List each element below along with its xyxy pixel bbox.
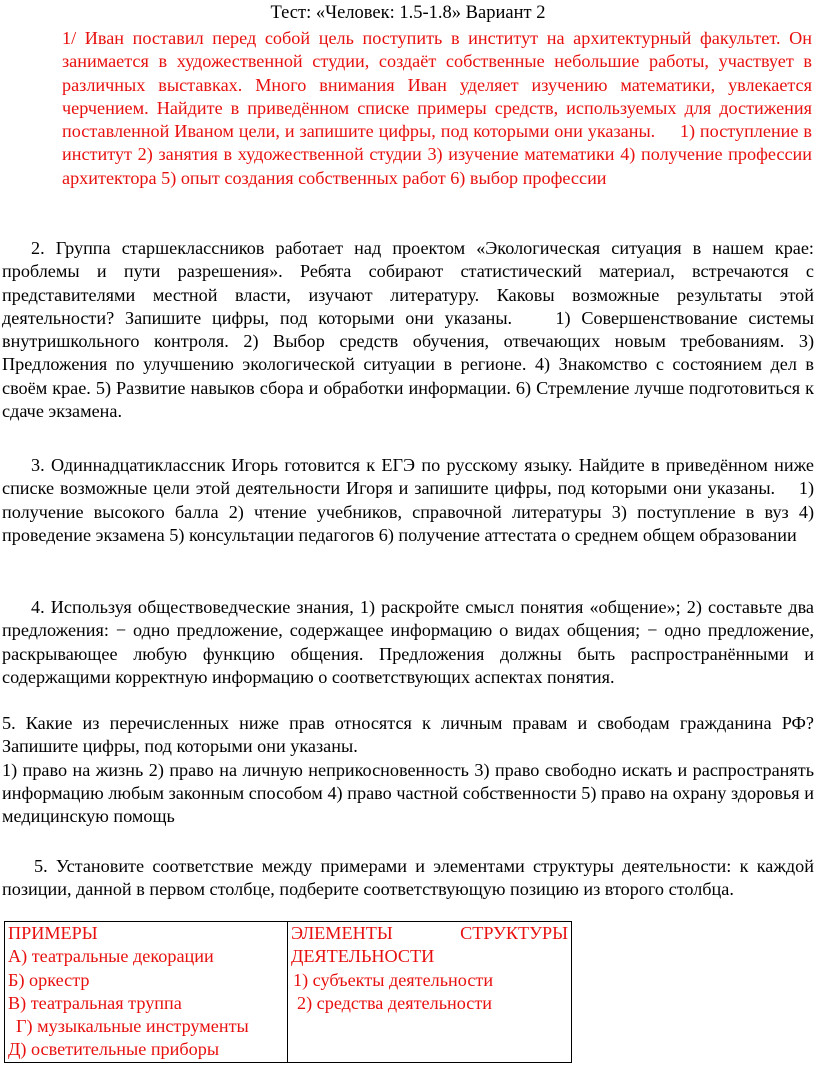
question-3-option: 3) поступление в вуз bbox=[611, 501, 789, 522]
question-2 bbox=[2, 237, 814, 423]
question-1-text: 1/ Иван поставил перед собой цель поступить в институт на архитектурный факультет. Он занимается в художественной студии, создаёт собственные небольшие работы, участвует в различных выставках. Много внимания Иван уделяет изучению математики, увлекается черчением. Найдите в приведённом списке примеры средств, используемых для достижения поставленной Иваном цели, и запишите цифры, под которыми они указаны. bbox=[62, 28, 812, 142]
elements-column bbox=[287, 922, 571, 1063]
example-item: Д) осветительные приборы bbox=[8, 1039, 220, 1060]
question-1-option: 6) выбор профессии bbox=[450, 167, 607, 188]
element-item: 2) средства деятельности bbox=[296, 992, 493, 1013]
elements-header-line-1: ЭЛЕМЕНТЫ СТРУКТУРЫ bbox=[290, 923, 568, 943]
question-5-option: 1) право на жизнь bbox=[2, 759, 144, 780]
matching-table bbox=[4, 921, 572, 1063]
question-3-text: 3. Одиннадцатиклассник Игорь готовится к ЕГЭ по русскому языку. Найдите в приведённом ниже списке возможные цели этой деятельности Игоря и запишите цифры, под которыми они указаны. bbox=[2, 455, 814, 499]
question-2-option: 2) Выбор средств обучения, отвечающих новым требованиям. bbox=[243, 331, 785, 352]
question-1-option: 1) поступление в институт bbox=[62, 121, 813, 165]
question-3-option: 2) чтение учебников, справочной литературы bbox=[228, 501, 602, 522]
question-1-option: 2) занятия в художественной студии bbox=[137, 144, 422, 165]
question-3-option: 5) консультации педагогов bbox=[169, 524, 375, 545]
question-5-option: 4) право частной собственности bbox=[327, 782, 577, 803]
question-3-option: 4) проведение экзамена bbox=[2, 501, 815, 545]
question-6-text: 5. Установите соответствие между примерами и элементами структуры деятельности: к каждой позиции, данной в первом столбце, подберите соответствующую позицию из второго столбца. bbox=[2, 856, 814, 900]
question-6 bbox=[2, 855, 814, 902]
examples-column bbox=[5, 922, 288, 1063]
element-item: 1) субъекты деятельности bbox=[292, 969, 494, 990]
page-title: Тест: «Человек: 1.5-1.8» Вариант 2 bbox=[270, 3, 546, 23]
question-2-option: 4) Знакомство с состоянием дел в своём крае. bbox=[2, 354, 815, 398]
question-1-option: 4) получение профессии архитектора bbox=[62, 144, 813, 188]
question-3-option: 1) получение высокого балла bbox=[2, 478, 815, 522]
question-4 bbox=[2, 596, 814, 689]
examples-header: ПРИМЕРЫ bbox=[8, 923, 98, 943]
question-3-option: 6) получение аттестата о среднем общем образовании bbox=[378, 524, 797, 545]
example-item: А) театральные декорации bbox=[8, 946, 214, 967]
example-item: Г) музыкальные инструменты bbox=[16, 1016, 249, 1037]
example-item: В) театральная труппа bbox=[8, 992, 182, 1013]
question-3 bbox=[2, 454, 814, 547]
question-1 bbox=[62, 27, 812, 190]
example-item: Б) оркестр bbox=[8, 969, 90, 990]
question-2-option: 6) Стремление лучше подготовиться к сдаче экзамена. bbox=[2, 377, 815, 422]
question-5-option: 3) право свободно искать и распространять информацию любым законным способом bbox=[2, 759, 815, 803]
question-2-option: 1) Совершенствование системы внутришкольного контроля. bbox=[2, 307, 814, 352]
question-1-option: 5) опыт создания собственных работ bbox=[161, 167, 446, 188]
question-2-text: 2. Группа старшеклассников работает над проектом «Экологическая ситуация в нашем крае: проблемы и пути разрешения». Ребята собирают статистический материал, встречаются с представителями местной власти, изучают литературу. Каковы возможные результаты этой деятельности? Запишите цифры, под которыми они указаны. bbox=[2, 238, 814, 328]
question-2-option: 3) Предложения по улучшению экологической ситуации в регионе. bbox=[2, 331, 815, 375]
question-4-text: 4. Используя обществоведческие знания, 1) раскройте смысл понятия «общение»; 2) составьте два предложения: − одно предложение, содержащее информацию о видах общения; − одно предложение, раскрывающее любую функцию общения. Предложения должны быть распространёнными и содержащими корректную информацию о соответствующих аспектах понятия. bbox=[2, 597, 814, 687]
question-2-option: 5) Развитие навыков сбора и обработки информации. bbox=[95, 377, 511, 398]
question-1-option: 3) изучение математики bbox=[427, 144, 615, 165]
question-5-text: 5. Какие из перечисленных ниже прав относятся к личным правам и свободам гражданина РФ? Запишите цифры, под которыми они указаны. bbox=[2, 713, 814, 757]
question-5-option: 2) право на личную неприкосновенность bbox=[148, 759, 469, 780]
question-5 bbox=[2, 712, 814, 828]
question-5-option: 5) право на охрану здоровья и медицинскую помощь bbox=[2, 782, 815, 827]
elements-header-line-2: ДЕЯТЕЛЬНОСТИ bbox=[290, 946, 435, 967]
